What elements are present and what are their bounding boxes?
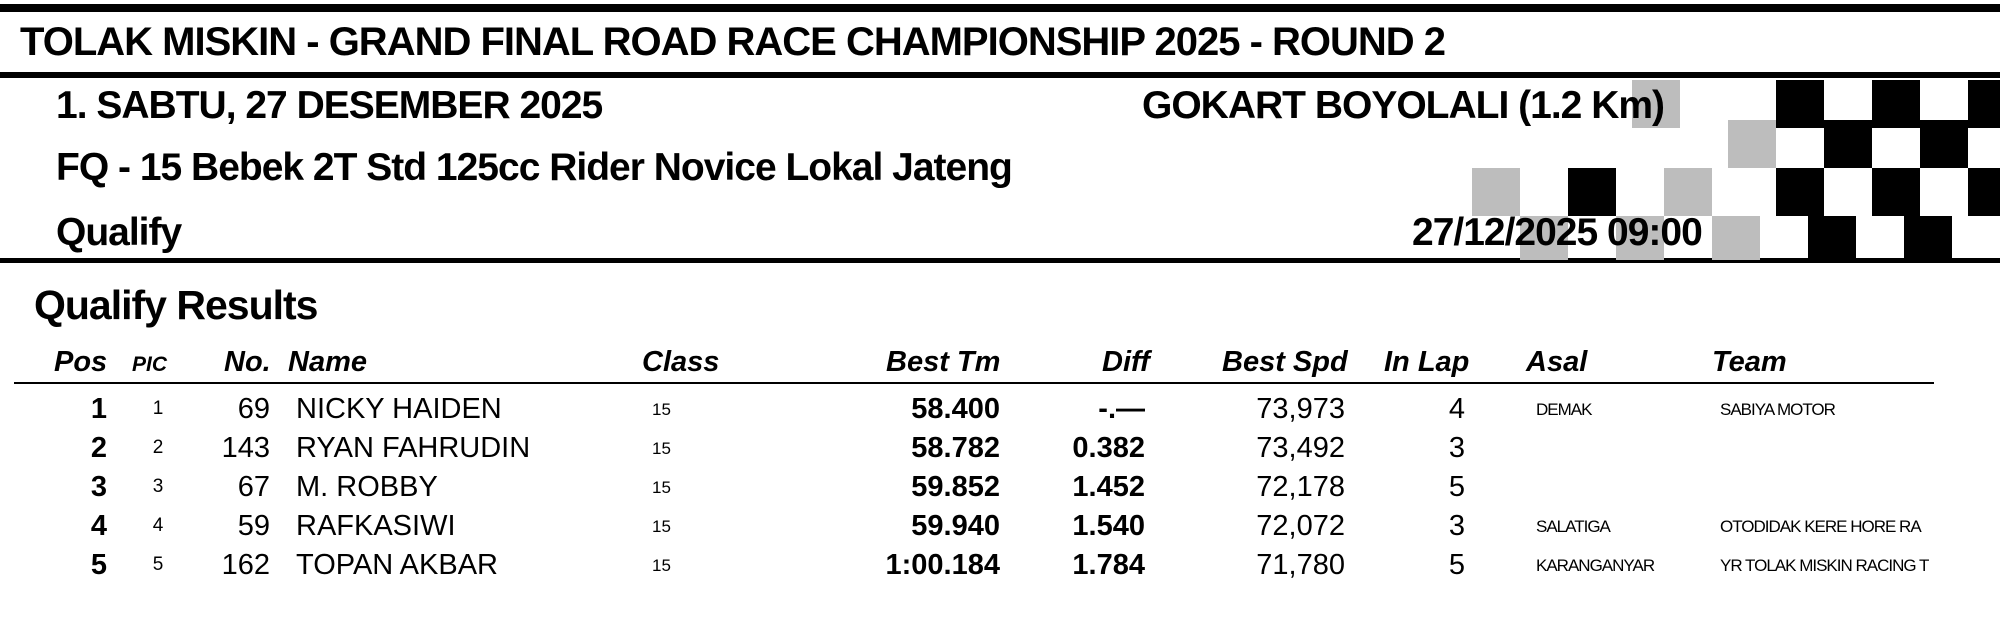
cell-best-tm: 59.852 — [911, 471, 1000, 503]
cell-class: 15 — [652, 400, 671, 419]
cell-pic: 4 — [152, 515, 164, 536]
cell-in-lap: 5 — [1448, 549, 1465, 581]
checker-square — [1904, 216, 1952, 260]
session-date-label: 1. SABTU, 27 DESEMBER 2025 — [56, 84, 603, 127]
cell-pos: 3 — [90, 471, 108, 503]
cell-asal: KARANGANYAR — [1536, 556, 1655, 575]
checker-square — [1472, 168, 1520, 216]
col-header-in-lap: In Lap — [1384, 346, 1470, 378]
checker-square — [1808, 216, 1856, 260]
results-heading: Qualify Results — [34, 282, 318, 328]
cell-diff: 1.784 — [1072, 549, 1145, 581]
cell-in-lap: 5 — [1448, 471, 1465, 503]
cell-name: M. ROBBY — [296, 471, 438, 503]
cell-class: 15 — [652, 556, 671, 575]
cell-class: 15 — [652, 439, 671, 458]
cell-pos: 4 — [90, 510, 108, 542]
table-row — [0, 471, 2000, 511]
cell-best-spd: 73,492 — [1256, 432, 1345, 464]
cell-name: NICKY HAIDEN — [296, 393, 502, 425]
col-header-asal: Asal — [1526, 346, 1588, 378]
cell-best-spd: 72,178 — [1256, 471, 1345, 503]
table-row — [0, 549, 2000, 589]
cell-asal: DEMAK — [1536, 400, 1592, 419]
cell-no: 69 — [237, 393, 270, 425]
cell-best-tm: 58.782 — [911, 432, 1000, 464]
venue-label: GOKART BOYOLALI (1.2 Km) — [1142, 84, 1665, 127]
col-header-pos: Pos — [54, 346, 108, 378]
col-header-best-tm: Best Tm — [886, 346, 1001, 378]
session-type-label: Qualify — [56, 211, 182, 254]
cell-pic: 5 — [152, 554, 164, 575]
checker-square — [1968, 80, 2000, 128]
cell-team: SABIYA MOTOR — [1720, 400, 1835, 419]
cell-in-lap: 4 — [1448, 393, 1465, 425]
cell-pic: 2 — [152, 437, 164, 458]
cell-team: YR TOLAK MISKIN RACING T — [1720, 556, 1929, 575]
cell-in-lap: 3 — [1448, 510, 1465, 542]
cell-no: 67 — [237, 471, 270, 503]
cell-best-spd: 72,072 — [1256, 510, 1345, 542]
cell-pic: 3 — [152, 476, 164, 497]
table-row — [0, 393, 2000, 433]
col-header-diff: Diff — [1102, 346, 1150, 378]
cell-class: 15 — [652, 478, 671, 497]
cell-best-spd: 71,780 — [1256, 549, 1345, 581]
table-row — [0, 510, 2000, 550]
cell-pos: 1 — [90, 393, 108, 425]
checker-square — [1920, 120, 1968, 168]
event-title: TOLAK MISKIN - GRAND FINAL ROAD RACE CHAMPIONSHIP 2025 - ROUND 2 — [20, 20, 1446, 64]
cell-best-spd: 73,973 — [1256, 393, 1345, 425]
cell-no: 143 — [221, 432, 270, 464]
col-header-class: Class — [642, 346, 720, 378]
cell-name: TOPAN AKBAR — [296, 549, 498, 581]
cell-best-tm: 58.400 — [911, 393, 1000, 425]
cell-diff: 1.452 — [1072, 471, 1145, 503]
cell-diff: -.— — [1098, 393, 1145, 425]
col-header-team: Team — [1712, 346, 1787, 378]
checker-square — [1776, 168, 1824, 216]
cell-diff: 0.382 — [1072, 432, 1145, 464]
session-datetime: 27/12/2025 09:00 — [1412, 211, 1702, 254]
cell-best-tm: 59.940 — [911, 510, 1000, 542]
checker-square — [1872, 168, 1920, 216]
col-header-no: No. — [224, 346, 271, 378]
table-row — [0, 432, 2000, 472]
cell-in-lap: 3 — [1448, 432, 1465, 464]
checker-square — [1824, 120, 1872, 168]
col-header-pic: PIC — [132, 353, 168, 376]
cell-pos: 5 — [90, 549, 108, 581]
cell-class: 15 — [652, 517, 671, 536]
cell-asal: SALATIGA — [1536, 517, 1610, 536]
checker-square — [1664, 168, 1712, 216]
top-rule — [0, 4, 2000, 12]
cell-no: 59 — [237, 510, 270, 542]
col-header-name: Name — [288, 346, 367, 378]
race-class-label: FQ - 15 Bebek 2T Std 125cc Rider Novice Lokal Jateng — [56, 146, 1012, 189]
cell-name: RAFKASIWI — [296, 510, 456, 542]
cell-pos: 2 — [90, 432, 108, 464]
cell-best-tm: 1:00.184 — [885, 549, 1000, 581]
checker-square — [1712, 216, 1760, 260]
cell-name: RYAN FAHRUDIN — [296, 432, 531, 464]
cell-diff: 1.540 — [1072, 510, 1145, 542]
checker-square — [1568, 168, 1616, 216]
checker-square — [1728, 120, 1776, 168]
column-header-underline — [14, 382, 1934, 384]
checker-square — [1776, 80, 1824, 128]
cell-pic: 1 — [152, 398, 164, 419]
cell-no: 162 — [221, 549, 270, 581]
checker-square — [1872, 80, 1920, 128]
checker-square — [1968, 168, 2000, 216]
col-header-best-spd: Best Spd — [1222, 346, 1348, 378]
cell-team: OTODIDAK KERE HORE RA — [1720, 517, 1921, 536]
title-rule — [0, 72, 2000, 78]
